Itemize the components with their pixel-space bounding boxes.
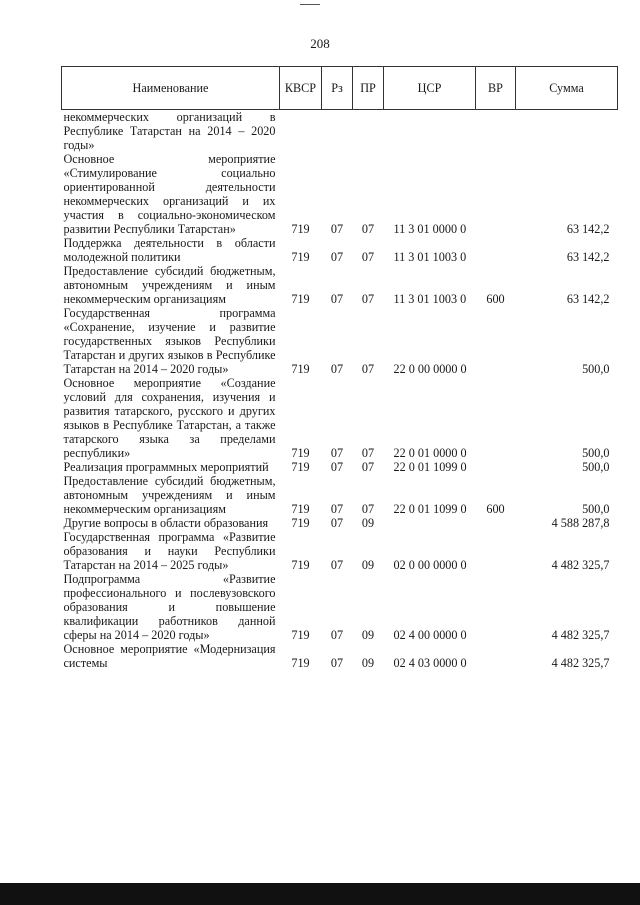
scan-border-bottom [0, 883, 640, 905]
row-kvsr: 719 [291, 656, 310, 670]
row-rz: 07 [330, 628, 344, 642]
row-vr [476, 110, 516, 153]
row-name: Основное мероприятие «Создание условий для сохранения, изучения и развития татарского, русского и других языков в Республике Татарстан, а также татарского языка за пределами республики» [63, 376, 276, 460]
row-csr: 02 4 03 0000 0 [393, 656, 467, 670]
row-rz: 07 [330, 460, 344, 474]
row-sum [516, 110, 618, 153]
row-name: Поддержка деятельности в области молодежной политики [63, 236, 276, 264]
row-pr: 09 [361, 656, 375, 670]
row-rz: 07 [330, 292, 344, 306]
row-name: некоммерческих организаций в Республике Татарстан на 2014 – 2020 годы» [63, 110, 276, 152]
row-pr: 07 [361, 502, 375, 516]
row-name: Основное мероприятие «Модернизация системы [63, 642, 276, 670]
row-sum: 4 482 325,7 [551, 558, 610, 572]
row-vr [476, 306, 516, 376]
table-row [62, 474, 618, 516]
header-sum: Сумма [516, 67, 618, 110]
row-name: Основное мероприятие «Стимулирование социально ориентированной деятельности некоммерческих организаций и их участия в социально-экономическом развитии Республики Татарстан» [63, 152, 276, 236]
row-csr: 11 3 01 0000 0 [393, 222, 467, 236]
table-row [62, 152, 618, 236]
table-row [62, 516, 618, 530]
row-csr: 22 0 00 0000 0 [393, 362, 467, 376]
header-csr: ЦСР [384, 67, 476, 110]
row-vr: 600 [486, 502, 505, 516]
row-vr [476, 376, 516, 460]
row-csr: 11 3 01 1003 0 [393, 250, 467, 264]
row-sum: 63 142,2 [566, 222, 610, 236]
row-name: Предоставление субсидий бюджетным, автономным учреждениям и иным некоммерческим организациям [63, 264, 276, 306]
row-name: Государственная программа «Развитие образования и науки Республики Татарстан на 2014 – 2025 годы» [63, 530, 276, 572]
row-vr [476, 152, 516, 236]
row-csr: 22 0 01 0000 0 [393, 446, 467, 460]
table-row [62, 110, 618, 153]
row-sum: 500,0 [582, 460, 610, 474]
row-sum: 4 482 325,7 [551, 656, 610, 670]
table-row [62, 306, 618, 376]
row-rz: 07 [330, 222, 344, 236]
page-number: 208 [310, 36, 330, 51]
row-kvsr: 719 [291, 446, 310, 460]
row-pr: 09 [361, 558, 375, 572]
table-header [62, 67, 618, 110]
row-kvsr: 719 [291, 516, 310, 530]
row-pr: 07 [361, 222, 375, 236]
row-rz: 07 [330, 250, 344, 264]
row-pr: 09 [361, 516, 375, 530]
table-body [62, 110, 618, 671]
budget-table [61, 66, 618, 670]
row-sum: 63 142,2 [566, 292, 610, 306]
row-vr [476, 460, 516, 474]
row-csr: 11 3 01 1003 0 [393, 292, 467, 306]
row-vr [476, 572, 516, 642]
row-rz: 07 [330, 362, 344, 376]
table-row [62, 236, 618, 264]
row-csr: 02 0 00 0000 0 [393, 558, 467, 572]
row-csr: 02 4 00 0000 0 [393, 628, 467, 642]
header-vr: ВР [476, 67, 516, 110]
row-rz [322, 110, 353, 153]
row-kvsr: 719 [291, 362, 310, 376]
row-kvsr: 719 [291, 460, 310, 474]
row-name: Реализация программных мероприятий [63, 460, 269, 474]
row-kvsr: 719 [291, 628, 310, 642]
row-rz: 07 [330, 558, 344, 572]
row-csr [384, 110, 476, 153]
row-kvsr [280, 110, 322, 153]
row-rz: 07 [330, 516, 344, 530]
row-pr: 07 [361, 460, 375, 474]
row-csr [384, 516, 476, 530]
table-row [62, 460, 618, 474]
row-vr [476, 642, 516, 670]
header-name: Наименование [62, 67, 280, 110]
row-pr: 07 [361, 446, 375, 460]
row-kvsr: 719 [291, 250, 310, 264]
row-sum: 500,0 [582, 362, 610, 376]
row-sum: 63 142,2 [566, 250, 610, 264]
row-name: Предоставление субсидий бюджетным, автономным учреждениям и иным некоммерческим организациям [63, 474, 276, 516]
row-pr [353, 110, 384, 153]
row-sum: 4 588 287,8 [551, 516, 610, 530]
table-row [62, 264, 618, 306]
row-name: Другие вопросы в области образования [63, 516, 269, 530]
row-csr: 22 0 01 1099 0 [393, 460, 467, 474]
row-rz: 07 [330, 656, 344, 670]
row-kvsr: 719 [291, 222, 310, 236]
row-sum: 4 482 325,7 [551, 628, 610, 642]
row-rz: 07 [330, 502, 344, 516]
header-kvsr: КВСР [280, 67, 322, 110]
row-pr: 09 [361, 628, 375, 642]
row-kvsr: 719 [291, 292, 310, 306]
row-pr: 07 [361, 362, 375, 376]
row-name: Государственная программа «Сохранение, изучение и развитие государственных языков Республики Татарстан и других языков в Республике Татарстан на 2014 – 2020 годы» [63, 306, 276, 376]
row-kvsr: 719 [291, 558, 310, 572]
header-pr: ПР [353, 67, 384, 110]
row-kvsr: 719 [291, 502, 310, 516]
header-rz: Рз [322, 67, 353, 110]
table-row [62, 530, 618, 572]
row-rz: 07 [330, 446, 344, 460]
row-vr [476, 516, 516, 530]
row-sum: 500,0 [582, 502, 610, 516]
table-row [62, 572, 618, 642]
scan-mark [300, 4, 320, 5]
row-pr: 07 [361, 250, 375, 264]
row-pr: 07 [361, 292, 375, 306]
row-sum: 500,0 [582, 446, 610, 460]
row-csr: 22 0 01 1099 0 [393, 502, 467, 516]
row-name: Подпрограмма «Развитие профессионального и послевузовского образования и повышение квалификации работников данной сферы на 2014 – 2020 годы» [63, 572, 276, 642]
table-row [62, 376, 618, 460]
row-vr: 600 [486, 292, 505, 306]
row-vr [476, 236, 516, 264]
table-row [62, 642, 618, 670]
row-vr [476, 530, 516, 572]
